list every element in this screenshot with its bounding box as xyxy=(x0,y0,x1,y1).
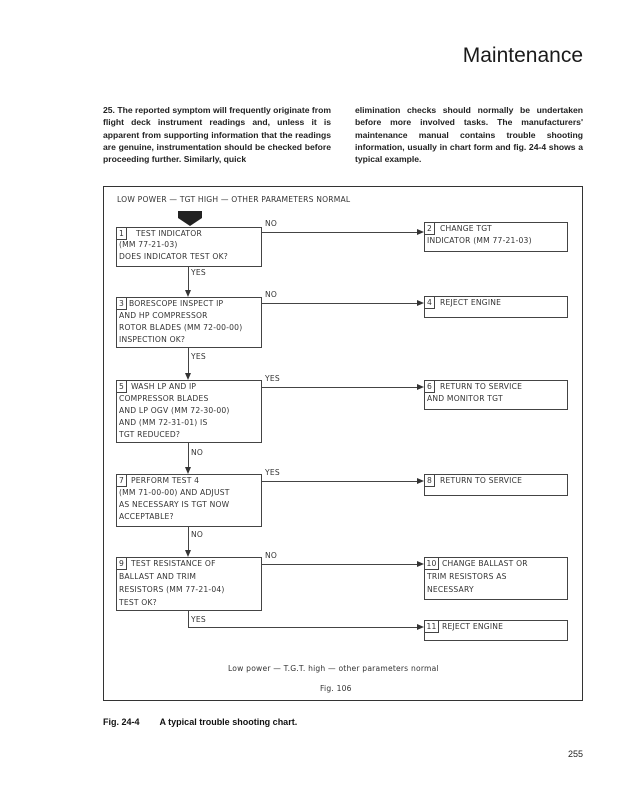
branch-label: YES xyxy=(191,352,206,361)
chart-box-line: TEST INDICATOR xyxy=(136,229,202,238)
chart-fig-label: Fig. 106 xyxy=(320,684,352,693)
chart-box-line: AND (MM 72-31-01) IS xyxy=(119,418,208,427)
chart-box-7 xyxy=(116,474,262,527)
arrowhead-right xyxy=(417,561,424,567)
page-title: Maintenance xyxy=(462,44,583,67)
chart-box-line: AND MONITOR TGT xyxy=(427,394,503,403)
chart-box-line: TEST RESISTANCE OF xyxy=(131,559,216,568)
chart-box-line: ROTOR BLADES (MM 72-00-00) xyxy=(119,323,243,332)
chart-box-line: TRIM RESISTORS AS xyxy=(427,572,507,581)
chart-box-line: CHANGE BALLAST OR xyxy=(442,559,528,568)
arrowhead-right xyxy=(417,229,424,235)
chart-box-line: COMPRESSOR BLADES xyxy=(119,394,209,403)
arrowhead-right xyxy=(417,624,424,630)
chart-box-number: 2 xyxy=(425,223,435,235)
connector-3-to-5 xyxy=(188,348,189,373)
chart-box-5 xyxy=(116,380,262,443)
branch-label: YES xyxy=(265,374,280,383)
chart-box-line: WASH LP AND IP xyxy=(131,382,197,391)
arrowhead-down xyxy=(185,373,191,380)
chart-caption: Low power — T.G.T. high — other parameters normal xyxy=(228,664,439,673)
chart-box-number: 4 xyxy=(425,297,435,309)
chart-box-number: 11 xyxy=(425,621,439,633)
chart-box-number: 7 xyxy=(117,475,127,487)
start-arrow-head xyxy=(178,218,202,226)
chart-box-line: RETURN TO SERVICE xyxy=(440,382,523,391)
chart-box-line: CHANGE TGT xyxy=(440,224,492,233)
chart-box-10 xyxy=(424,557,568,600)
connector-1-to-2 xyxy=(262,232,418,233)
chart-box-6 xyxy=(424,380,568,410)
branch-label: NO xyxy=(265,219,278,228)
chart-title: LOW POWER — TGT HIGH — OTHER PARAMETERS NORMAL xyxy=(117,195,351,204)
body-text-right-column: elimination checks should normally be undertaken before more involved tasks. The manufacturers' maintenance manual contains trouble shooting information, usually in chart form and fig. 24-4 shows a typical example. xyxy=(355,105,583,165)
chart-box-line: BORESCOPE INSPECT IP xyxy=(129,299,224,308)
body-text-left-column: 25. The reported symptom will frequently originate from flight deck instrument readings and, unless it is apparent from supporting information that the readings are genuine, instrumentation should be checked before proceeding further. Similarly, quick xyxy=(103,105,331,165)
chart-box-number: 1 xyxy=(117,228,127,240)
branch-label: NO xyxy=(191,448,204,457)
chart-box-9 xyxy=(116,557,262,611)
chart-box-line: INSPECTION OK? xyxy=(119,335,186,344)
connector-5-to-6 xyxy=(262,387,418,388)
branch-label: YES xyxy=(191,615,206,624)
chart-box-8 xyxy=(424,474,568,496)
chart-box-line: AND LP OGV (MM 72-30-00) xyxy=(119,406,230,415)
chart-box-line: NECESSARY xyxy=(427,585,474,594)
chart-box-line: REJECT ENGINE xyxy=(442,622,504,631)
connector-7-to-8 xyxy=(262,481,418,482)
chart-box-line: (MM 77-21-03) xyxy=(119,240,178,249)
figure-caption-text: A typical trouble shooting chart. xyxy=(159,717,298,727)
connector-5-to-7 xyxy=(188,443,189,467)
connector-3-to-4 xyxy=(262,303,418,304)
branch-label: NO xyxy=(265,551,278,560)
connector-1-to-3 xyxy=(188,267,189,290)
chart-box-number: 8 xyxy=(425,475,435,487)
connector-9-to-10 xyxy=(262,564,418,565)
branch-label: NO xyxy=(265,290,278,299)
page-number: 255 xyxy=(567,749,583,759)
chart-box-number: 10 xyxy=(425,558,439,570)
chart-box-4 xyxy=(424,296,568,318)
chart-box-line: ACCEPTABLE? xyxy=(119,512,174,521)
connector-7-to-9 xyxy=(188,527,189,550)
branch-label: YES xyxy=(265,468,280,477)
start-arrow-bar xyxy=(178,211,202,218)
chart-box-3 xyxy=(116,297,262,348)
chart-box-line: INDICATOR (MM 77-21-03) xyxy=(427,236,532,245)
chart-box-line: AND HP COMPRESSOR xyxy=(119,311,208,320)
chart-box-1 xyxy=(116,227,262,267)
chart-box-number: 5 xyxy=(117,381,127,393)
chart-box-number: 3 xyxy=(117,298,127,310)
chart-box-line: (MM 71-00-00) AND ADJUST xyxy=(119,488,230,497)
chart-box-line: TGT REDUCED? xyxy=(119,430,181,439)
chart-box-line: BALLAST AND TRIM xyxy=(119,572,197,581)
arrowhead-down xyxy=(185,290,191,297)
chart-box-number: 6 xyxy=(425,381,435,393)
branch-label: YES xyxy=(191,268,206,277)
chart-box-line: TEST OK? xyxy=(119,598,157,607)
chart-box-line: REJECT ENGINE xyxy=(440,298,502,307)
figure-caption xyxy=(103,717,297,727)
chart-box-2 xyxy=(424,222,568,252)
connector-9-to-11 xyxy=(188,627,418,628)
arrowhead-down xyxy=(185,550,191,557)
chart-box-line: AS NECESSARY IS TGT NOW xyxy=(119,500,230,509)
arrowhead-down xyxy=(185,467,191,474)
arrowhead-right xyxy=(417,384,424,390)
branch-label: NO xyxy=(191,530,204,539)
chart-box-11 xyxy=(424,620,568,641)
arrowhead-right xyxy=(417,300,424,306)
chart-box-line: DOES INDICATOR TEST OK? xyxy=(119,252,228,261)
chart-box-number: 9 xyxy=(117,558,127,570)
arrowhead-right xyxy=(417,478,424,484)
connector-9-down xyxy=(188,611,189,627)
chart-box-line: RETURN TO SERVICE xyxy=(440,476,523,485)
chart-box-line: RESISTORS (MM 77-21-04) xyxy=(119,585,225,594)
figure-number: Fig. 24-4 xyxy=(103,717,140,727)
chart-box-line: PERFORM TEST 4 xyxy=(131,476,200,485)
